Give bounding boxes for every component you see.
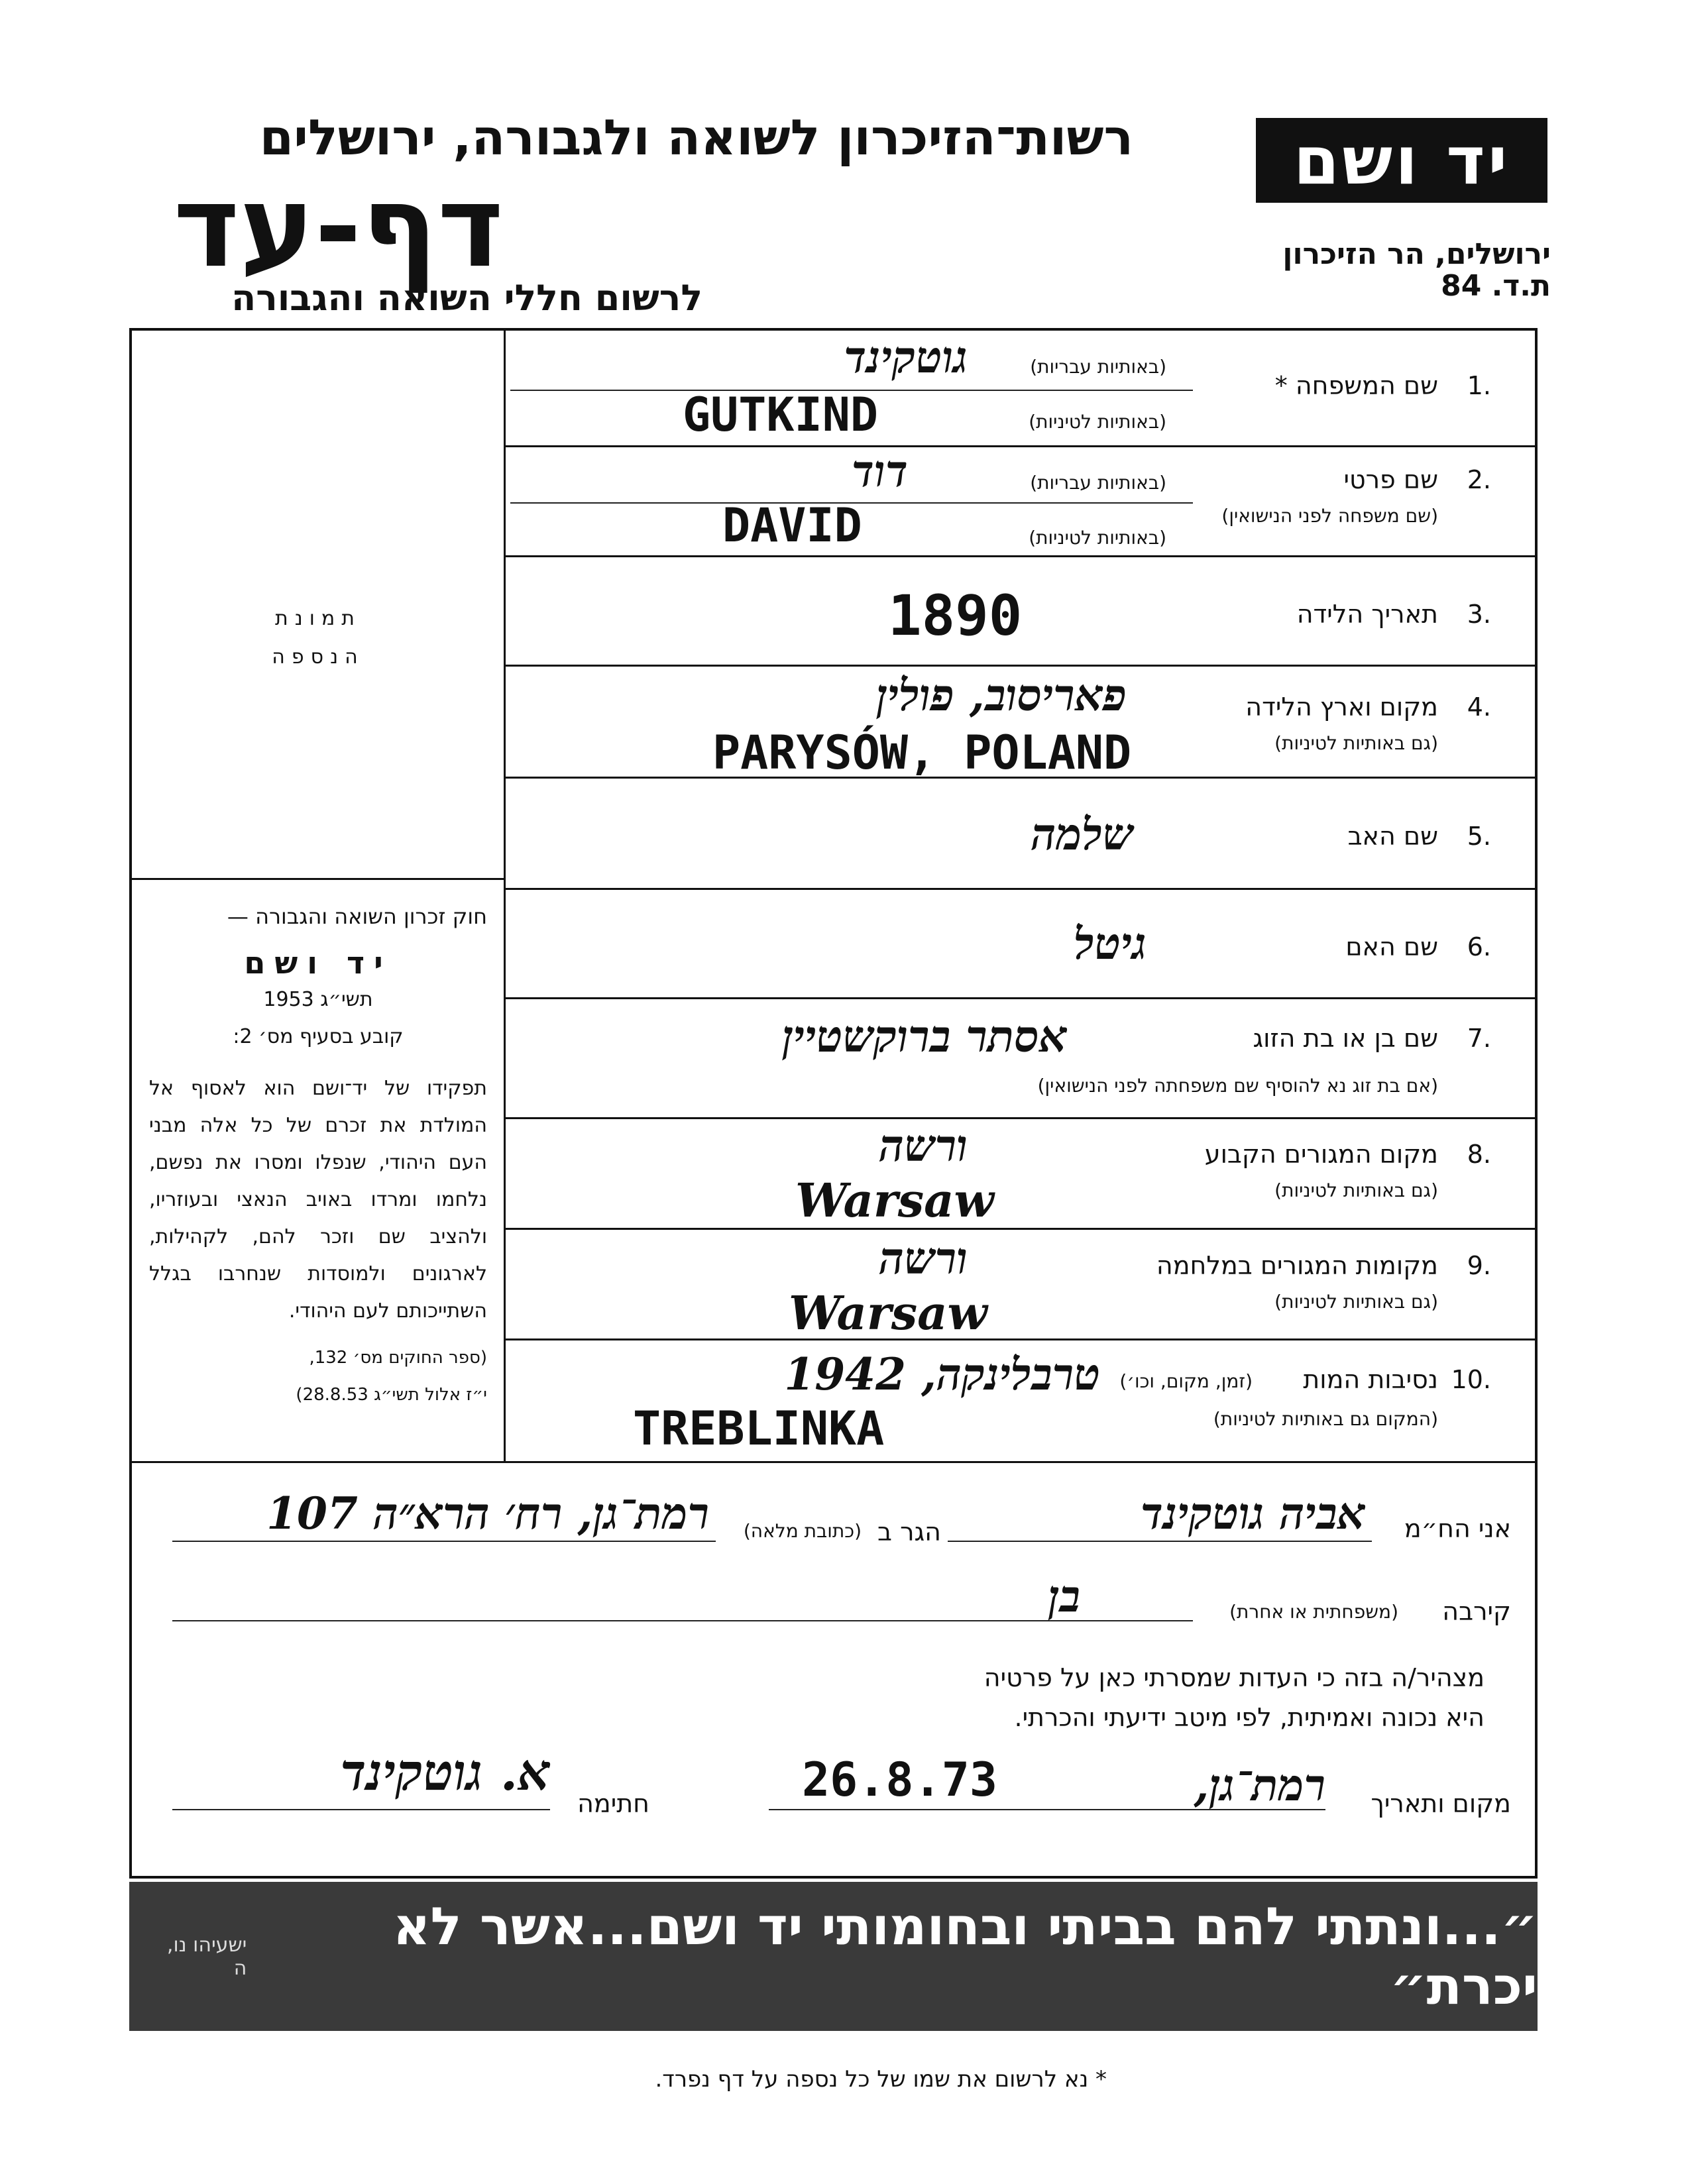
authority-name: רשות־הזיכרון לשואה ולגבורה, ירושלים xyxy=(259,109,1133,166)
hebrew-letters-hint: (באותיות עבריות) xyxy=(1030,472,1166,494)
footnote: * נא לרשום את שמו של כל נספה על דף נפרד. xyxy=(655,2066,1107,2093)
relation-hint: (משפחתית או אחרת) xyxy=(1229,1601,1398,1623)
photo-label: תמונת xyxy=(275,607,361,630)
signature-value: א. גוטקינד xyxy=(340,1743,550,1802)
wartime-residence-hebrew-value: ורשה xyxy=(879,1232,968,1284)
row-sep xyxy=(504,1228,1538,1230)
latin-letters-note: (המקום גם באותיות לטיניות) xyxy=(1213,1408,1438,1430)
father-name-label: שם האב xyxy=(1347,822,1438,851)
law-year: תשי״ג 1953 xyxy=(263,988,373,1011)
address-value: רמת־גן, רח׳ הרא״ה 107 xyxy=(266,1488,709,1539)
row-sep xyxy=(504,555,1538,557)
underline xyxy=(172,1541,716,1542)
date-value: 26.8.73 xyxy=(802,1753,998,1807)
spouse-name-value: אסתר ברוקשטיין xyxy=(781,1010,1067,1062)
photo-divider xyxy=(129,878,504,880)
field-number: 7. xyxy=(1467,1024,1491,1053)
family-name-hebrew-value: גוטקינד xyxy=(844,331,968,383)
mother-name-value: גיטל xyxy=(1074,918,1147,969)
hebrew-letters-hint: (באותיות עבריות) xyxy=(1030,356,1166,378)
mother-name-label: שם האם xyxy=(1345,932,1438,961)
latin-letters-hint: (באותיות לטיניות) xyxy=(1029,411,1166,433)
permanent-residence-latin-value: Warsaw xyxy=(795,1173,994,1228)
field-number: 4. xyxy=(1467,692,1491,722)
spouse-name-label: שם בן או בת הזוג xyxy=(1253,1024,1438,1053)
banner-source: ישעיהו נו, ה xyxy=(166,1933,247,1980)
first-name-label: שם פרטי xyxy=(1343,465,1438,494)
place-date-label: מקום ותאריך xyxy=(1371,1789,1511,1818)
law-text xyxy=(149,898,487,1413)
signature-label: חתימה xyxy=(577,1789,649,1818)
permanent-residence-hebrew-value: ורשה xyxy=(879,1120,968,1172)
wartime-residence-label: מקומות המגורים במלחמה xyxy=(1156,1251,1438,1280)
row-sep xyxy=(504,997,1538,999)
law-heading: חוק זכרון השואה והגבורה — xyxy=(227,904,487,929)
field-number: 10. xyxy=(1451,1365,1491,1394)
field-number: 5. xyxy=(1467,822,1491,851)
row-sep xyxy=(504,445,1538,447)
declarant-label: אני הח״מ xyxy=(1404,1514,1511,1543)
law-clause: קובע בסעיף מס׳ 2: xyxy=(233,1025,404,1048)
declaration-divider xyxy=(129,1461,1538,1463)
latin-letters-note: (גם באותיות לטיניות) xyxy=(1274,732,1438,754)
underline xyxy=(510,502,1193,504)
quote-banner xyxy=(129,1882,1538,2031)
underline xyxy=(948,1541,1372,1542)
row-sep xyxy=(504,1117,1538,1119)
place-value: רמת־גן, xyxy=(1194,1759,1325,1811)
birth-place-latin-value: PARYSÓW, POLAND xyxy=(712,726,1132,780)
permanent-residence-label: מקום המגורים הקבוע xyxy=(1204,1140,1438,1169)
declarant-name-value: אביה גוטקינד xyxy=(1140,1488,1365,1539)
logo-address-line2: ת.ד. 84 xyxy=(1441,269,1551,303)
family-name-latin-value: GUTKIND xyxy=(683,388,879,442)
law-ref: (ספר החוקים מס׳ 132, xyxy=(309,1348,487,1368)
photo-placeholder xyxy=(199,600,437,677)
birth-date-label: תאריך הלידה xyxy=(1296,600,1438,629)
maiden-name-note: (שם משפחה לפני הנישואין) xyxy=(1221,505,1438,527)
field-number: 2. xyxy=(1467,465,1491,494)
logo-address xyxy=(1233,239,1551,302)
statement-line: היא נכונה ואמיתית, לפי מיטב ידיעתי והכרתי. xyxy=(1014,1703,1485,1732)
banner-quote: ״...ונתתי להם בביתי ובחומותי יד ושם...אשר לא יכרת״ xyxy=(392,1896,1538,2016)
statement-line: מצהיר/ה בזה כי העדות שמסרתי כאן על פרטיה xyxy=(983,1663,1485,1692)
first-name-latin-value: DAVID xyxy=(722,498,862,553)
row-sep xyxy=(504,888,1538,890)
latin-letters-note: (גם באותיות לטיניות) xyxy=(1274,1179,1438,1201)
address-label: הגר ב xyxy=(877,1517,941,1547)
relation-value: בן xyxy=(1048,1570,1080,1622)
field-number: 8. xyxy=(1467,1140,1491,1169)
death-circumstances-label: נסיבות המות xyxy=(1303,1365,1438,1394)
photo-label: הנספה xyxy=(272,645,364,669)
birth-place-label: מקום וארץ הלידה xyxy=(1245,692,1438,722)
column-divider xyxy=(504,328,506,1462)
row-sep xyxy=(504,665,1538,667)
yad-vashem-logo: יד ושם xyxy=(1256,118,1547,203)
field-number: 1. xyxy=(1467,371,1491,400)
death-details-hint: (זמן, מקום, וכו׳) xyxy=(1119,1370,1253,1392)
relation-label: קירבה xyxy=(1442,1597,1511,1626)
page-title: דף-עד xyxy=(173,162,504,293)
father-name-value: שלמה xyxy=(1031,808,1133,860)
first-name-hebrew-value: דוד xyxy=(851,445,908,497)
birth-place-hebrew-value: פאריסוב, פולין xyxy=(876,669,1127,721)
underline xyxy=(172,1620,1193,1621)
field-number: 9. xyxy=(1467,1251,1491,1280)
law-title: יד ושם xyxy=(244,945,392,981)
law-body: תפקידו של יד־ושם הוא לאסוף אל המולדת את זכרם של כל אלה מבני העם היהודי, שנפלו ומסרו את נפשם, נלחמו ומרדו באויב הנאצי ובעוזריו, ולהציב שם וזכר להם, לקהילות, לארגונים ולמוסדות שנחרבו בגלל השתייכותם לעם היהודי. xyxy=(149,1077,487,1323)
address-hint: (כתובת מלאה) xyxy=(743,1520,862,1542)
field-number: 3. xyxy=(1467,600,1491,629)
spouse-maiden-note: (אם בת זוג נא להוסיף שם משפחתה לפני הנישואין) xyxy=(1037,1075,1438,1097)
latin-letters-note: (גם באותיות לטיניות) xyxy=(1274,1291,1438,1313)
underline xyxy=(769,1809,1325,1810)
death-place-hebrew-value: טרבלינקה, 1942 xyxy=(784,1348,1100,1400)
birth-date-value: 1890 xyxy=(888,583,1023,648)
logo-address-line1: ירושלים, הר הזיכרון xyxy=(1282,237,1551,271)
underline xyxy=(172,1809,550,1810)
wartime-residence-latin-value: Warsaw xyxy=(789,1285,987,1340)
underline xyxy=(510,390,1193,391)
latin-letters-hint: (באותיות לטיניות) xyxy=(1029,527,1166,549)
law-ref: י״ז אלול תשי״ג 28.8.53) xyxy=(296,1385,487,1405)
row-sep xyxy=(504,1338,1538,1340)
field-number: 6. xyxy=(1467,932,1491,961)
death-place-latin-value: TREBLINKA xyxy=(633,1401,885,1456)
page-subtitle: לרשום חללי השואה והגבורה xyxy=(231,277,702,319)
family-name-label: שם המשפחה * xyxy=(1274,371,1438,400)
